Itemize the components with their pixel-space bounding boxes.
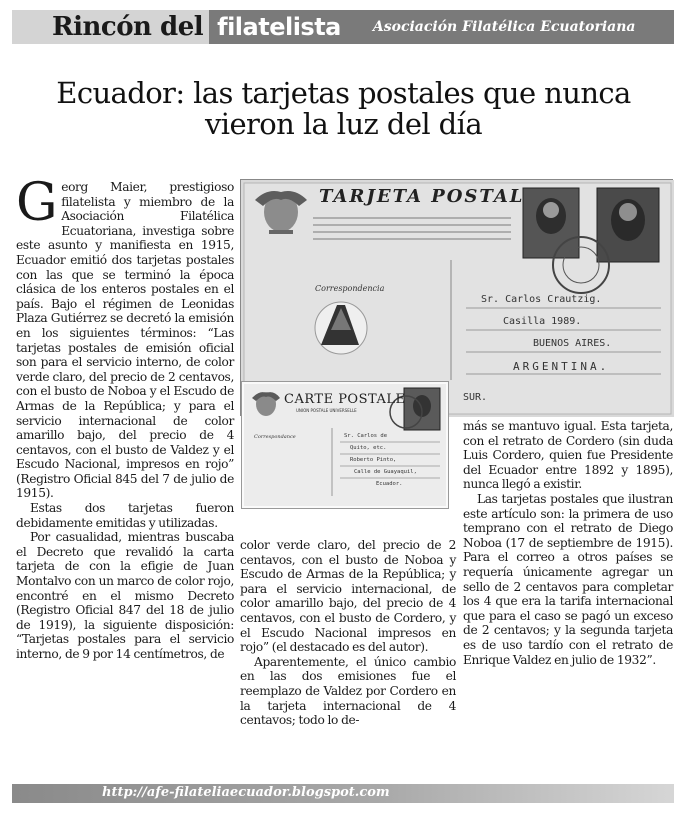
drop-cap: G — [16, 173, 58, 233]
postcard-1-title: TARJETA POSTAL — [319, 186, 525, 207]
postcard-2-address-5: Ecuador. — [376, 481, 403, 487]
flags-emblem-icon — [315, 302, 367, 354]
postcard-1-correspondencia: Correspondencia — [315, 284, 385, 293]
article-column-2 — [240, 538, 456, 728]
postcard-1-address-4: ARGENTINA. — [513, 360, 610, 373]
postcard-1-address-1: Sr. Carlos Crautzig. — [481, 294, 602, 305]
banner-association: Asociación Filatélica Ecuatoriana — [349, 10, 674, 44]
postcard-1-address-2: Casilla 1989. — [503, 316, 582, 327]
paragraph: color verde claro, del precio de 2 centavos, con el busto de Noboa y Escudo de Armas de la República; y para el servicio internacional, de color amarillo bajo, del precio de 4 centavos, con el busto de Cordero, y el Escudo Nacional impresos en rojo” (el destacado es del autor). — [240, 538, 456, 655]
banner-title-part2: filatelista — [209, 10, 349, 44]
postcard-image-2 — [242, 382, 448, 508]
article-column-3 — [463, 419, 673, 667]
stamp-portrait-icon — [523, 188, 579, 258]
postcard-2-address-2: Quito, etc. — [350, 445, 387, 451]
footer-url: http://afe-filateliaecuador.blogspot.com — [102, 785, 390, 800]
postcard-1-address-3: BUENOS AIRES. — [533, 338, 612, 349]
paragraph: Estas dos tarjetas fueron debidamente emitidas y utilizadas. — [16, 501, 234, 530]
paragraph: Las tarjetas postales que ilustran este artículo son: la primera de uso temprano con el retrato de Diego Noboa (17 de septiembre de 1915). Para el correo a otros países se requería únicamente agregar un sello de 2 centavos para completar los 4 que era la tarifa internacional que para el caso se pagó un exceso de 2 centavos; y la segunda tarjeta es de uso tardío con el retrato de Enrique Valdez en julio de 1932”. — [463, 491, 673, 667]
paragraph: más se mantuvo igual. Esta tarjeta, con el retrato de Cordero (sin duda Luis Cordero, quien fue Presidente del Ecuador entre 1892 y 1895), nunca llegó a existir. — [463, 419, 673, 492]
section-banner — [12, 10, 674, 44]
banner-title-part1: Rincón del — [52, 12, 204, 42]
postcard-2-address-4: Calle de Guayaquil, — [354, 469, 417, 475]
postcard-image-1 — [240, 179, 673, 416]
postcard-2-correspondance: Correspondance — [254, 434, 296, 440]
headline-line-2: vieron la luz del día — [204, 107, 483, 141]
postcard-1-address-5: SUR. — [463, 392, 488, 403]
paragraph: Por casualidad, mientras buscaba el Decreto que revalidó la carta tarjeta de con la efigie de Juan Montalvo con un marco de color rojo, encontré en el mismo Decreto (Registro Oficial 847 del 18 de julio de 1919), la siguiente disposición: “Tarjetas postales para el servicio interno, de 9 por 14 centímetros, de — [16, 530, 234, 661]
postcard-2-subtitle: UNION POSTALE UNIVERSELLE — [296, 408, 357, 413]
postcard-2-address-1: Sr. Carlos de — [344, 433, 388, 439]
postcard-2-address-3: Roberto Pinto, — [350, 457, 397, 463]
paragraph: Aparentemente, el único cambio en las dos emisiones fue el reemplazo de Valdez por Cordero en la tarjeta internacional de 4 centavos; todo lo de- — [240, 654, 456, 728]
postcard-2-title: CARTE POSTALE — [284, 392, 406, 407]
footer-bar — [12, 784, 674, 803]
article-headline — [20, 78, 667, 140]
paragraph-text: eorg Maier, prestigioso filatelista y miembro de la Asociación Filatélica Ecuatoriana, investiga sobre este asunto y manifiesta en 1915, Ecuador emitió dos tarjetas postales con las que se terminó la época clásica de los enteros postales en el país. Bajo el régimen de Leonidas Plaza Gutiérrez se decretó la emisión en los siguientes términos: “Las tarjetas postales de emisión oficial son para el servicio interno, de color verde claro, del precio de 2 centavos, con el busto de Noboa y el Escudo de Armas de la República; y para el servicio internacional de color amarillo bajo, del precio de 4 centavos, con el busto de Valdez y el Escudo Nacional, impresos en rojo” (Registro Oficial 845 del 7 de julio de 1915). — [16, 180, 234, 501]
article-column-1 — [16, 173, 234, 662]
paragraph — [16, 173, 234, 501]
headline-line-1: Ecuador: las tarjetas postales que nunca — [56, 76, 631, 110]
